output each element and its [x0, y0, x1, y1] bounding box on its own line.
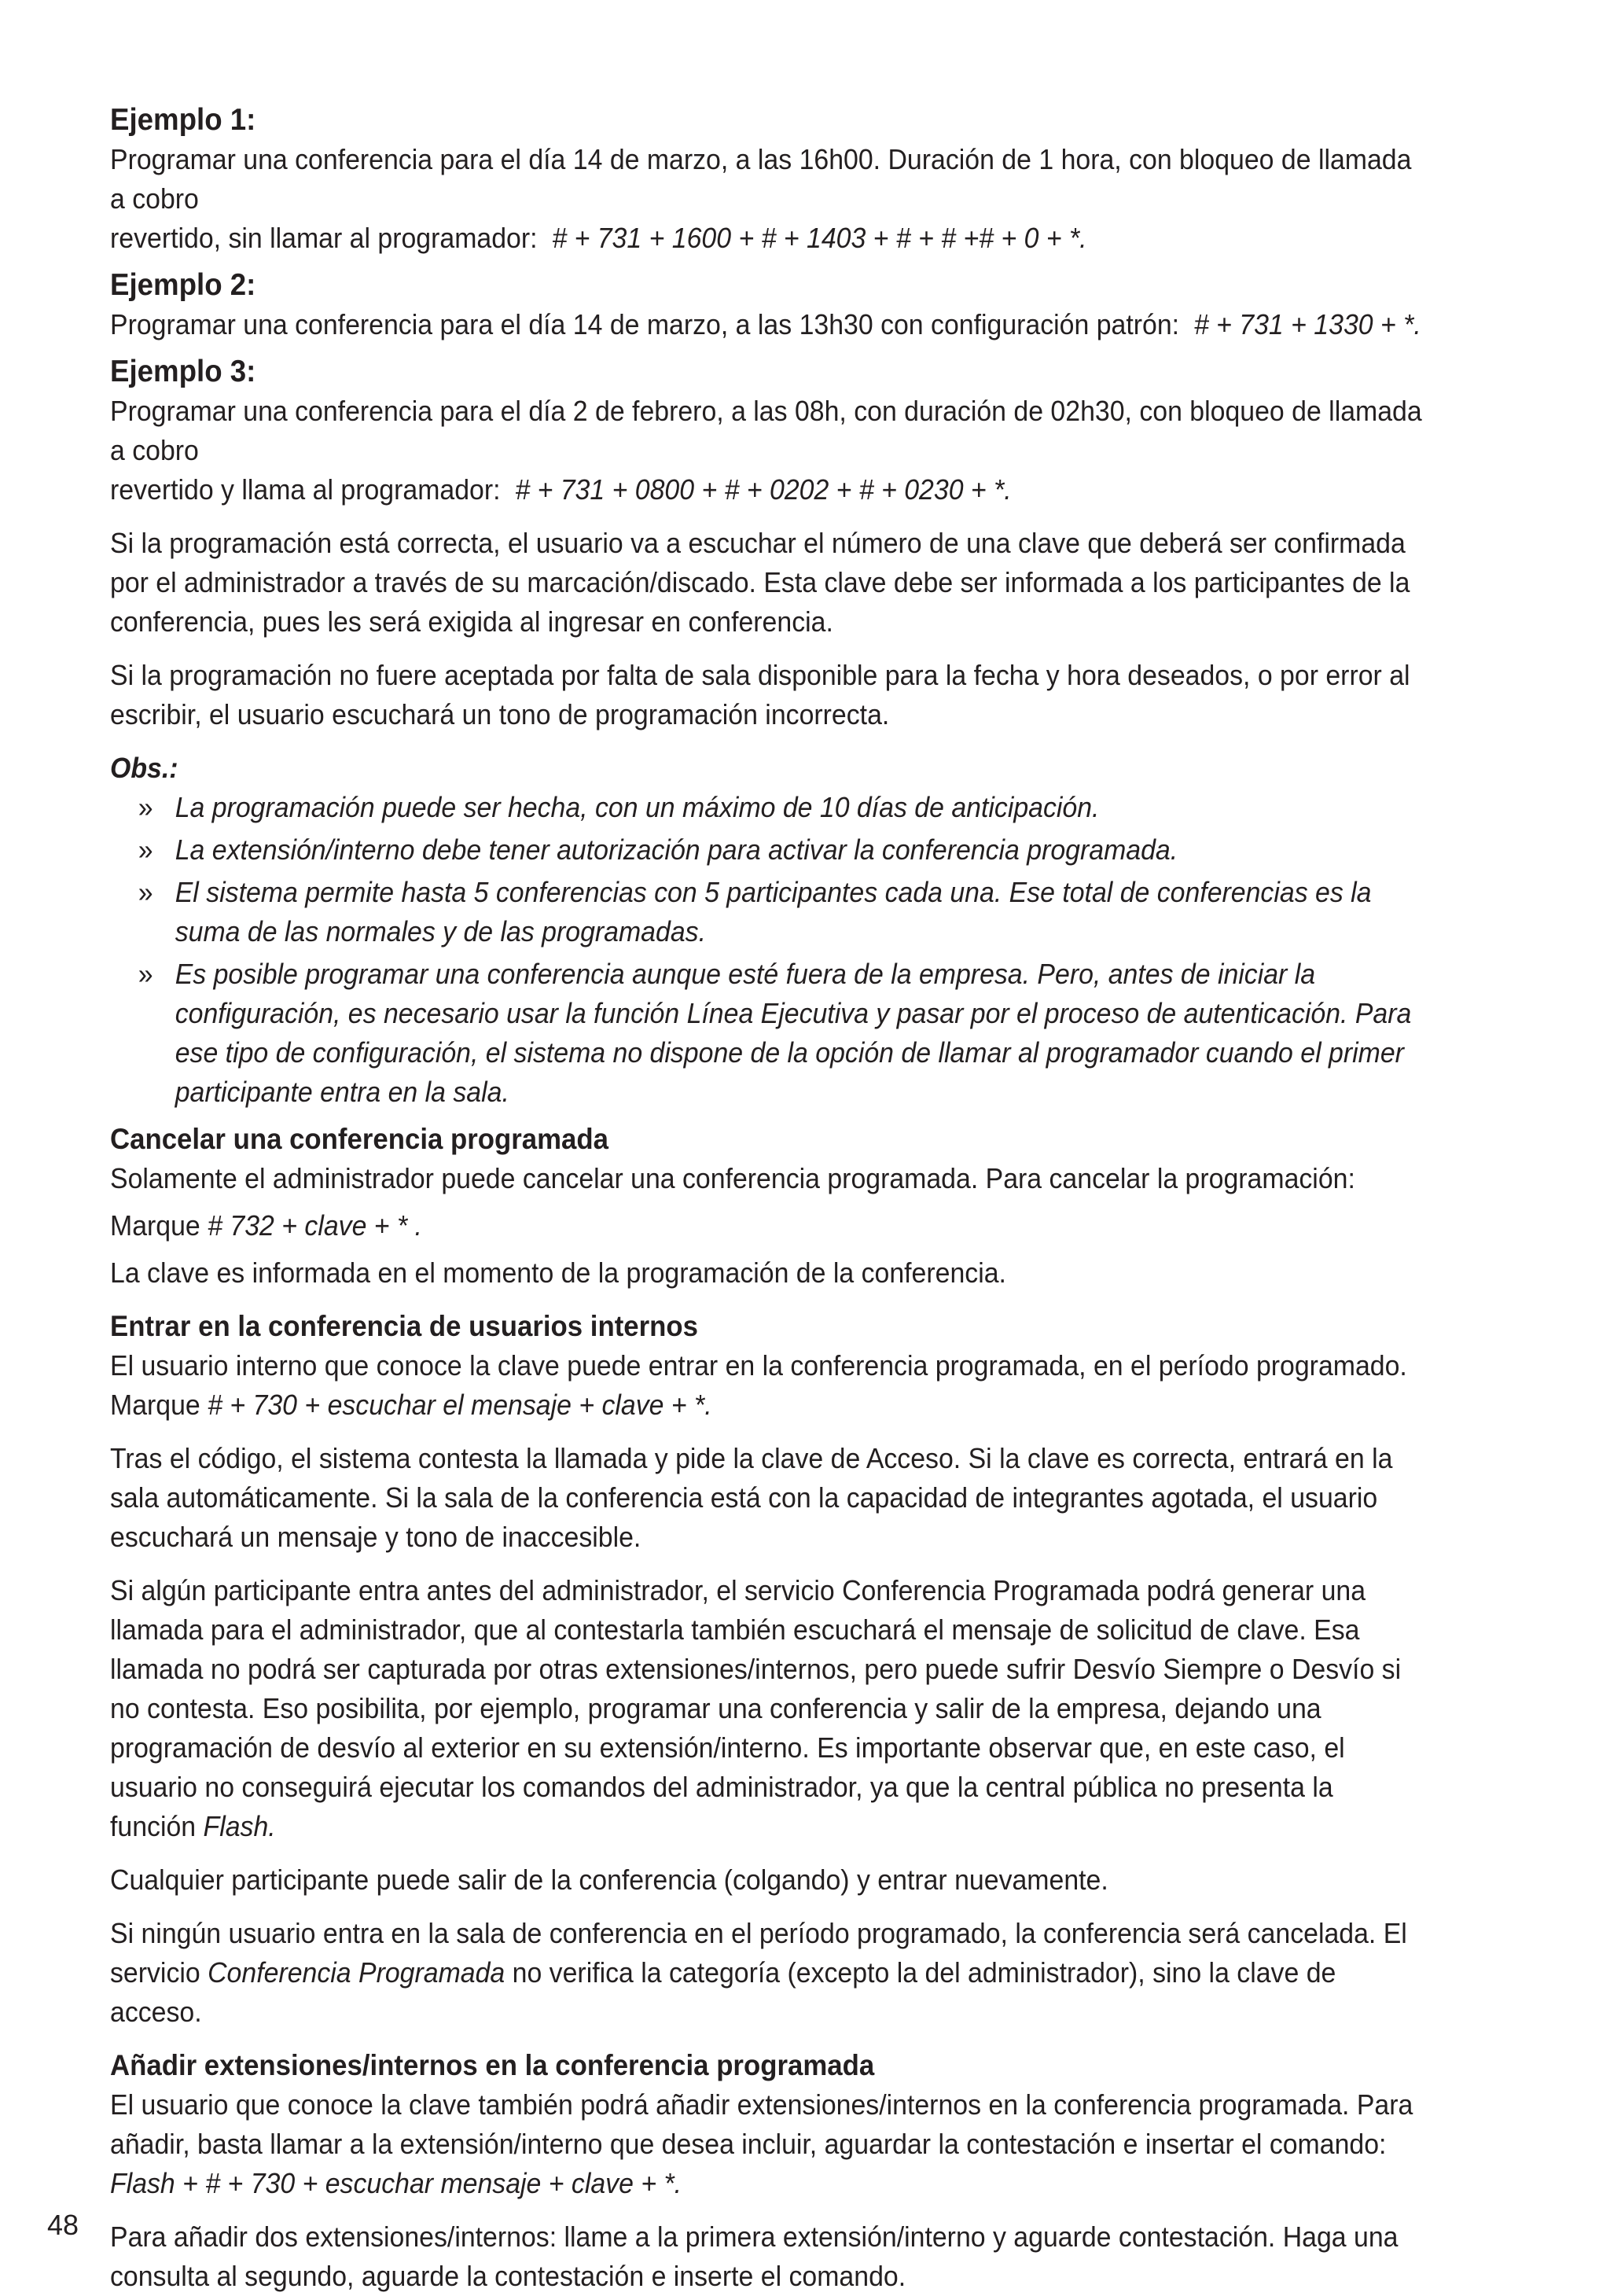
- paragraph-confirm: Si la programación está correcta, el usuario va a escuchar el número de una clave que deberá ser confirmada por el administrador a través de su marcación/discado. Esta clave debe ser informada a los participantes de la conferencia, pues les será exigida al ingresar en conferencia.: [110, 527, 1410, 638]
- cancel-heading: Cancelar una conferencia programada: [110, 1123, 609, 1155]
- example-3-code: # + 731 + 0800 + # + 0202 + # + 0230 + *.: [515, 473, 1012, 506]
- obs-item-text: La programación puede ser hecha, con un máximo de 10 días de anticipación.: [175, 791, 1100, 823]
- add-paragraph: Para añadir dos extensiones/internos: llame a la primera extensión/interno y aguarde contestación. Haga una consulta al segundo, aguarde la contestación e inserte el comando.: [110, 2221, 1399, 2292]
- enter-text: El usuario interno que conoce la clave puede entrar en la conferencia programada, en el período programado.: [110, 1349, 1407, 1382]
- enter-marque-code: # + 730 + escuchar el mensaje + clave + *.: [208, 1389, 712, 1421]
- add-text: El usuario que conoce la clave también podrá añadir extensiones/internos en la conferencia programada. Para añadir, basta llamar a la extensión/interno que desea incluir, aguardar la contestación e insertar el comando:: [110, 2088, 1413, 2160]
- example-3-heading: Ejemplo 3:: [110, 355, 256, 388]
- example-3-line-2: revertido y llama al programador:: [110, 473, 501, 506]
- paragraph-rejected: Si la programación no fuere aceptada por falta de sala disponible para la fecha y hora deseados, o por error al escribir, el usuario escuchará un tono de programación incorrecta.: [110, 659, 1410, 730]
- add-code: Flash + # + 730 + escuchar mensaje + clave + *.: [110, 2167, 682, 2199]
- obs-list: [110, 788, 1425, 1112]
- example-1-text: [110, 140, 1425, 258]
- cancel-note: La clave es informada en el momento de la programación de la conferencia.: [110, 1257, 1006, 1289]
- bullet-marker: »: [138, 833, 153, 866]
- example-1-code: # + 731 + 1600 + # + 1403 + # + # +# + 0 + *.: [552, 222, 1087, 254]
- obs-item: [110, 830, 1425, 870]
- example-1-line-1: Programar una conferencia para el día 14 de marzo, a las 16h00. Duración de 1 hora, con bloqueo de llamada a cobro: [110, 143, 1412, 215]
- enter-paragraph-4-end: no verifica la categoría (excepto la del administrador), sino la clave de acceso.: [110, 1956, 1336, 2028]
- obs-item: [110, 788, 1425, 827]
- manual-page: [110, 101, 1425, 2296]
- enter-heading: Entrar en la conferencia de usuarios internos: [110, 1310, 699, 1342]
- obs-item-text: El sistema permite hasta 5 conferencias con 5 participantes cada una. Ese total de conferencias es la suma de las normales y de las programadas.: [175, 876, 1372, 947]
- enter-paragraph-4: [110, 1914, 1425, 2032]
- obs-item-text: Es posible programar una conferencia aunque esté fuera de la empresa. Pero, antes de iniciar la configuración, es necesario usar la función Línea Ejecutiva y pasar por el proceso de autenticación. Para ese tipo de configuración, el sistema no dispone de la opción de llamar al programador cuando el primer participante entra en la sala.: [175, 958, 1412, 1108]
- example-1-line-2: revertido, sin llamar al programador:: [110, 222, 538, 254]
- cancel-text: Solamente el administrador puede cancelar una conferencia programada. Para cancelar la programación:: [110, 1162, 1355, 1194]
- page-number: 48: [47, 2209, 79, 2241]
- flash-term: Flash.: [203, 1810, 276, 1842]
- obs-item: [110, 873, 1425, 951]
- cancel-marque: [110, 1206, 1425, 1246]
- example-2-code: # + 731 + 1330 + *.: [1193, 308, 1421, 340]
- obs-label: Obs.:: [110, 752, 178, 784]
- enter-paragraph-1: Tras el código, el sistema contesta la llamada y pide la clave de Acceso. Si la clave es correcta, entrará en la sala automáticamente. Si la sala de la conferencia está con la capacidad de integrantes agotada, el usuario escuchará un mensaje y tono de inaccesible.: [110, 1442, 1393, 1553]
- add-heading: Añadir extensiones/internos en la conferencia programada: [110, 2049, 875, 2081]
- example-3-text: [110, 392, 1425, 510]
- enter-paragraph-2: [110, 1571, 1425, 1846]
- enter-paragraph-3: Cualquier participante puede salir de la conferencia (colgando) y entrar nuevamente.: [110, 1864, 1108, 1896]
- enter-marque-label: Marque: [110, 1389, 200, 1421]
- enter-marque: [110, 1385, 1425, 1425]
- bullet-marker: »: [138, 876, 153, 908]
- example-3-line-1: Programar una conferencia para el día 2 de febrero, a las 08h, con duración de 02h30, con bloqueo de llamada a cobro: [110, 395, 1422, 466]
- cancel-marque-code: # 732 + clave + * .: [208, 1209, 422, 1242]
- obs-item-text: La extensión/interno debe tener autorización para activar la conferencia programada.: [175, 833, 1178, 866]
- enter-paragraph-4-start: Si ningún usuario entra en la sala de conferencia en el período programado, la conferencia será cancelada. El servicio: [110, 1917, 1407, 1989]
- conferencia-programada-term: Conferencia Programada: [208, 1956, 505, 1989]
- example-2-line-1: Programar una conferencia para el día 14 de marzo, a las 13h30 con configuración patrón:: [110, 308, 1180, 340]
- enter-paragraph-2-text: Si algún participante entra antes del administrador, el servicio Conferencia Programada podrá generar una llamada para el administrador, que al contestarla también escuchará el mensaje de solicitud de clave. Esa llamada no podrá ser capturada por otras extensiones/internos, pero puede sufrir Desvío Siempre o Desvío si no contesta. Eso posibilita, por ejemplo, programar una conferencia y salir de la empresa, dejando una programación de desvío al exterior en su extensión/interno. Es importante observar que, en este caso, el usuario no conseguirá ejecutar los comandos del administrador, ya que la central pública no presenta la función: [110, 1574, 1402, 1842]
- example-1-heading: Ejemplo 1:: [110, 103, 256, 137]
- bullet-marker: »: [138, 791, 153, 823]
- example-2-text: [110, 305, 1425, 344]
- example-2-heading: Ejemplo 2:: [110, 268, 256, 302]
- obs-item: [110, 955, 1425, 1112]
- bullet-marker: »: [138, 958, 153, 990]
- cancel-marque-label: Marque: [110, 1209, 200, 1242]
